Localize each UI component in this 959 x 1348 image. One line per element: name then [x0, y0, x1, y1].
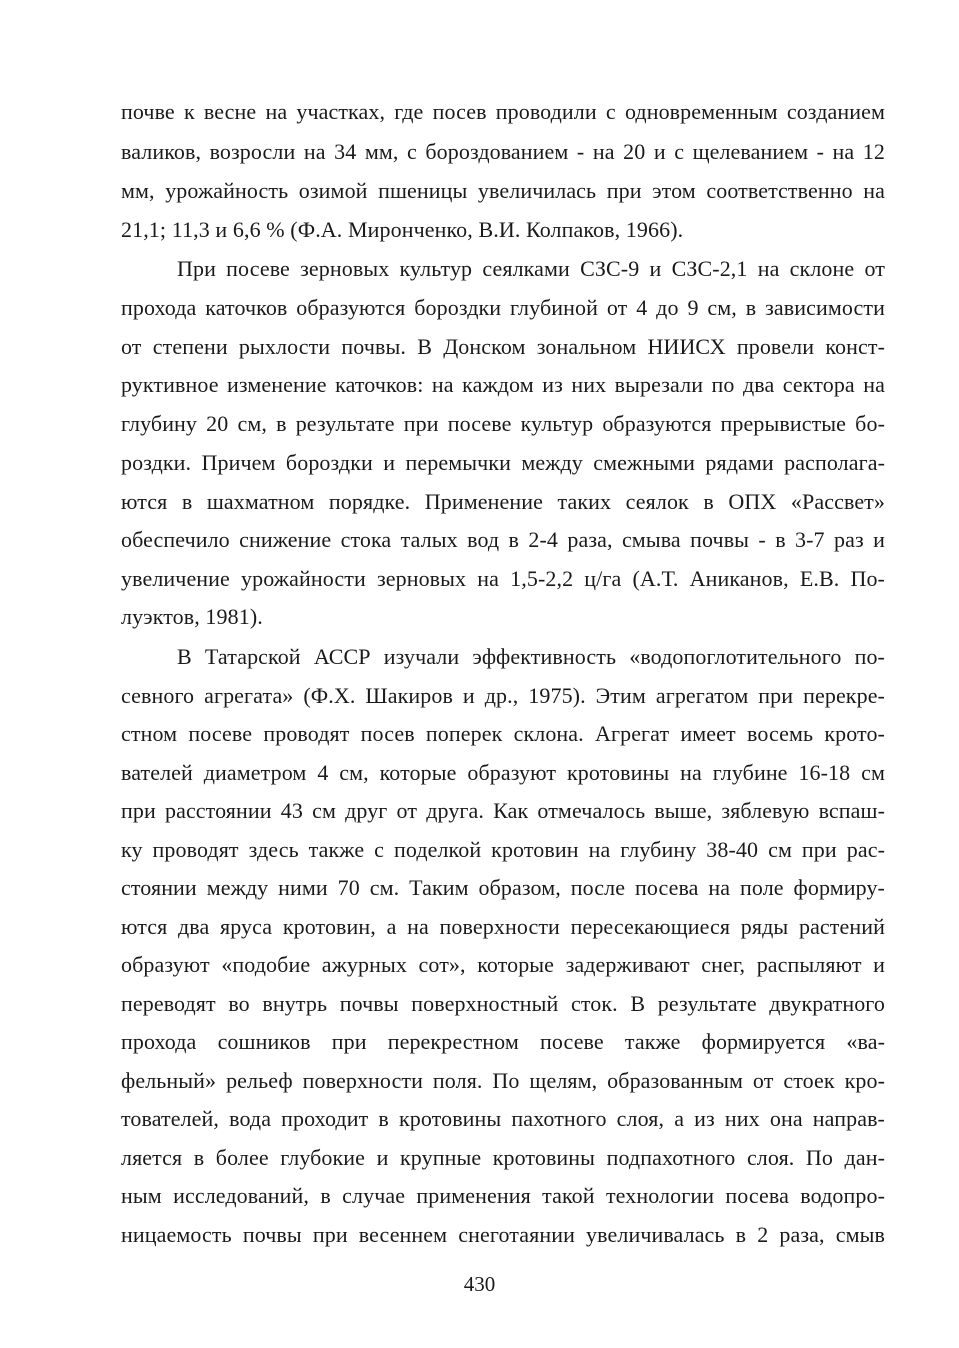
paragraph-2-line-10: луэктов, 1981).: [121, 604, 263, 629]
paragraph-2-line-2: прохода каточков образуются бороздки глубиной от 4 до 9 см, в зависимости: [121, 295, 885, 320]
paragraph-3-line-11: прохода сошников при перекрестном посеве также формируется «ва-: [121, 1029, 885, 1054]
paragraph-2-line-3: от степени рыхлости почвы. В Донском зональном НИИСХ провели конст-: [121, 334, 885, 359]
paragraph-1-line-2: валиков, возросли на 34 мм, с бороздованием - на 20 и с щелеванием - на 12: [121, 139, 885, 164]
paragraph-3-line-8: ются два яруса кротовин, а на поверхности пересекающиеся ряды растений: [121, 914, 885, 939]
paragraph-3-line-3: стном посеве проводят посев поперек склона. Агрегат имеет восемь крото-: [121, 721, 885, 746]
paragraph-3-line-16: ницаемость почвы при весеннем снеготаянии увеличивалась в 2 раза, смыв: [121, 1222, 885, 1247]
paragraph-3-line-7: стоянии между ними 70 см. Таким образом, после посева на поле формиру-: [121, 875, 885, 900]
paragraph-2-line-1: При посеве зерновых культур сеялками СЗС-9 и СЗС-2,1 на склоне от: [177, 256, 885, 281]
paragraph-1-line-1: почве к весне на участках, где посев проводили с одновременным созданием: [121, 99, 885, 124]
paragraph-3-line-5: при расстоянии 43 см друг от друга. Как отмечалось выше, зяблевую вспаш-: [121, 798, 885, 823]
paragraph-3-line-14: ляется в более глубокие и крупные кротовины подпахотного слоя. По дан-: [121, 1145, 885, 1170]
paragraph-3-line-15: ным исследований, в случае применения такой технологии посева водопро-: [121, 1183, 885, 1208]
page-number: 430: [463, 1272, 496, 1296]
paragraph-2-line-8: обеспечило снижение стока талых вод в 2-4 раза, смыва почвы - в 3-7 раз и: [121, 527, 885, 552]
paragraph-3-line-12: фельный» рельеф поверхности поля. По щелям, образованным от стоек кро-: [121, 1068, 885, 1093]
paragraph-3-line-4: вателей диаметром 4 см, которые образуют кротовины на глубине 16-18 см: [121, 760, 885, 785]
paragraph-2-line-7: ются в шахматном порядке. Применение таких сеялок в ОПХ «Рассвет»: [121, 489, 885, 514]
paragraph-3-line-13: тователей, вода проходит в кротовины пахотного слоя, а из них она направ-: [121, 1106, 885, 1131]
paragraph-1-line-4: 21,1; 11,3 и 6,6 % (Ф.А. Миронченко, В.И. Колпаков, 1966).: [121, 217, 684, 242]
paragraph-3-line-10: переводят во внутрь почвы поверхностный сток. В результате двукратного: [121, 991, 885, 1016]
paragraph-2-line-5: глубину 20 см, в результате при посеве культур образуются прерывистые бо-: [121, 411, 885, 436]
paragraph-2-line-9: увеличение урожайности зерновых на 1,5-2,2 ц/га (А.Т. Аниканов, Е.В. По-: [121, 566, 885, 591]
paragraph-3-line-6: ку проводят здесь также с поделкой кротовин на глубину 38-40 см при рас-: [121, 837, 885, 862]
paragraph-2-line-4: руктивное изменение каточков: на каждом из них вырезали по два сектора на: [121, 372, 885, 397]
paragraph-1-line-3: мм, урожайность озимой пшеницы увеличилась при этом соответственно на: [121, 178, 885, 203]
paragraph-3-line-9: образуют «подобие ажурных сот», которые задерживают снег, распыляют и: [121, 952, 885, 977]
paragraph-3-line-1: В Татарской АССР изучали эффективность «водопоглотительного по-: [177, 644, 885, 669]
paragraph-3-line-2: севного агрегата» (Ф.Х. Шакиров и др., 1975). Этим агрегатом при перекре-: [121, 683, 885, 708]
paragraph-2-line-6: роздки. Причем бороздки и перемычки между смежными рядами располага-: [121, 450, 885, 475]
